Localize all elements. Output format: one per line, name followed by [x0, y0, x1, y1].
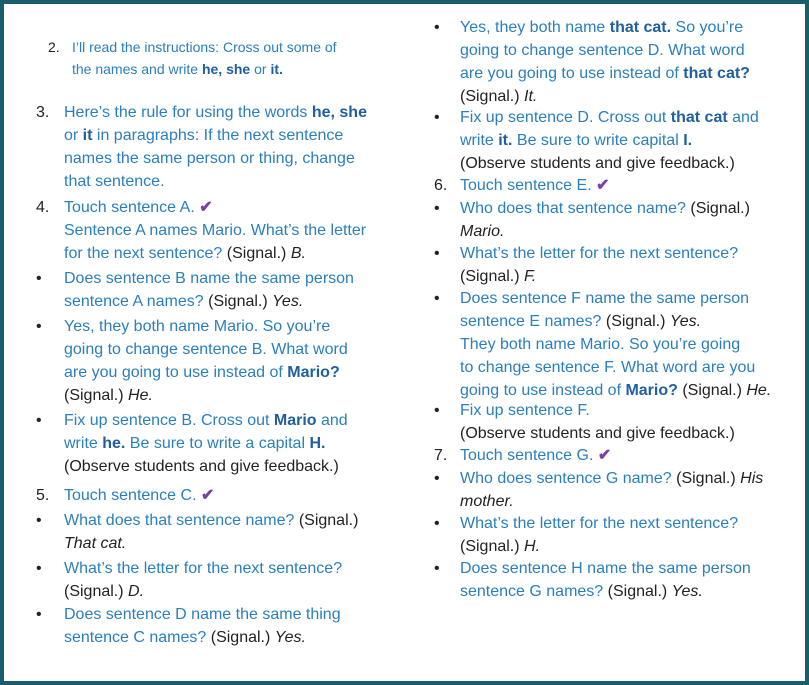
text-run: D.: [128, 583, 145, 600]
bullet-marker: •: [434, 515, 440, 532]
text-run: (Signal.): [607, 583, 672, 600]
text-run: or: [64, 127, 79, 144]
text-run: Does sentence B name the same person sentence A names?: [64, 270, 354, 310]
step-number: 4.: [36, 199, 50, 216]
instruction-text: [460, 467, 763, 513]
instruction-text: [460, 174, 610, 197]
bullet-marker: •: [36, 560, 42, 577]
text-run: I’ll read the instructions: Cross out some of the names and write: [72, 39, 337, 77]
text-run: it: [82, 127, 93, 144]
step-number: 5.: [36, 487, 50, 504]
text-run: Here’s the rule for using the words: [64, 104, 312, 121]
instruction-text: [64, 196, 366, 265]
text-run: He.: [746, 382, 772, 399]
step-number: 3.: [36, 104, 50, 121]
text-run: (Signal.): [64, 387, 124, 404]
bullet-marker: •: [36, 606, 42, 623]
text-run: F.: [524, 268, 537, 285]
instruction-text: [64, 101, 367, 193]
bullet-marker: •: [434, 109, 440, 126]
instruction-text: [64, 557, 342, 603]
instruction-text: [64, 484, 214, 507]
text-run: It.: [524, 88, 538, 105]
instruction-text: [460, 287, 771, 402]
text-run: Yes.: [671, 583, 703, 600]
text-run: (Signal.): [605, 313, 670, 330]
text-run: So you’re going to change sentence D. What word are you going to use instead of: [460, 19, 745, 82]
text-run: Be sure to write capital: [512, 132, 684, 149]
instruction-text: [460, 197, 750, 243]
text-run: (Signal.): [676, 470, 741, 487]
text-run: Does sentence D name the same thing sentence C names?: [64, 606, 341, 646]
instruction-text: [460, 557, 751, 603]
text-run: Yes.: [272, 293, 304, 310]
text-run: or: [250, 61, 271, 77]
text-run: Does sentence H name the same person sentence G names?: [460, 560, 751, 600]
text-run: They both name Mario. So you’re going to change sentence F. What word are you going to use instead of: [460, 336, 756, 399]
text-run: Sentence A names Mario. What’s the letter for the next sentence?: [64, 222, 367, 262]
text-run: (Signal.): [460, 538, 520, 555]
instruction-text: [64, 267, 354, 313]
instruction-text: [460, 444, 611, 467]
bullet-marker: •: [434, 402, 440, 419]
text-run: Mario: [273, 412, 317, 429]
text-run: I.: [683, 132, 693, 149]
text-run: Touch sentence E.: [460, 177, 597, 194]
checkmark-icon: ✔: [597, 447, 612, 464]
instruction-text: [64, 509, 358, 555]
text-run: and write: [460, 109, 759, 149]
text-run: (Observe students and give feedback.): [460, 425, 735, 442]
text-run: in paragraphs: If the next sentence names the same person or thing, change that sentence.: [64, 127, 355, 190]
instruction-text: [460, 512, 738, 558]
text-run: (Signal.): [208, 293, 273, 310]
text-run: that cat: [670, 109, 728, 126]
instruction-text: [460, 106, 759, 175]
text-run: H.: [309, 435, 326, 452]
instruction-text: [64, 409, 348, 478]
checkmark-icon: ✔: [200, 487, 215, 504]
step-number: 7.: [434, 447, 448, 464]
bullet-marker: •: [434, 19, 440, 36]
step-number: 2.: [48, 39, 60, 55]
text-run: (Observe students and give feedback.): [460, 155, 735, 172]
text-run: (Observe students and give feedback.): [64, 458, 339, 475]
text-run: Mario.: [460, 223, 505, 240]
text-run: he, she: [201, 61, 251, 77]
text-run: Yes, they both name: [460, 19, 610, 36]
text-run: Touch sentence A.: [64, 199, 200, 216]
text-run: Fix up sentence D. Cross out: [460, 109, 671, 126]
text-run: Touch sentence C.: [64, 487, 201, 504]
text-run: What’s the letter for the next sentence?: [460, 515, 739, 532]
text-run: (Signal.): [210, 629, 275, 646]
text-run: Touch sentence G.: [460, 447, 598, 464]
text-run: and write: [64, 412, 348, 452]
text-run: he, she: [311, 104, 367, 121]
bullet-marker: •: [36, 412, 42, 429]
text-run: What’s the letter for the next sentence?: [460, 245, 739, 262]
instruction-text: [460, 16, 750, 108]
bullet-marker: •: [434, 470, 440, 487]
checkmark-icon: ✔: [596, 177, 610, 194]
bullet-marker: •: [434, 245, 440, 262]
text-run: that cat?: [683, 65, 750, 82]
text-run: Yes.: [274, 629, 306, 646]
text-run: Who does sentence G name?: [460, 470, 677, 487]
text-run: B.: [290, 245, 306, 262]
text-run: He.: [128, 387, 153, 404]
bullet-marker: •: [434, 290, 440, 307]
bullet-marker: •: [434, 560, 440, 577]
text-run: That cat.: [64, 535, 127, 552]
text-run: he.: [102, 435, 126, 452]
text-run: What’s the letter for the next sentence?: [64, 560, 343, 577]
bullet-marker: •: [36, 270, 42, 287]
text-run: Fix up sentence B. Cross out: [64, 412, 274, 429]
instruction-text: [72, 36, 337, 80]
step-number: 6.: [434, 177, 448, 194]
text-run: Mario?: [625, 382, 678, 399]
text-run: that cat.: [609, 19, 672, 36]
instruction-text: [460, 399, 735, 445]
text-run: H.: [524, 538, 541, 555]
text-run: Does sentence F name the same person sentence E names?: [460, 290, 750, 330]
text-run: Be sure to write a capital: [125, 435, 310, 452]
instruction-text: [64, 315, 348, 407]
text-run: Fix up sentence F.: [460, 402, 590, 419]
text-run: it.: [270, 61, 283, 77]
text-run: Mario?: [287, 364, 340, 381]
text-run: (Signal.): [460, 268, 520, 285]
checkmark-icon: ✔: [199, 199, 213, 216]
bullet-marker: •: [36, 512, 42, 529]
text-run: What does that sentence name?: [64, 512, 299, 529]
bullet-marker: •: [36, 318, 42, 335]
text-run: (Signal.): [690, 200, 750, 217]
instruction-text: [64, 603, 341, 649]
text-run: (Signal.): [298, 512, 359, 529]
text-run: Yes, they both name Mario. So you’re going to change sentence B. What word are you going to use instead of: [64, 318, 348, 381]
bullet-marker: •: [434, 200, 440, 217]
instruction-text: [460, 242, 738, 288]
text-run: Yes.: [669, 313, 702, 330]
text-run: (Signal.): [226, 245, 291, 262]
text-run: Who does that sentence name?: [460, 200, 691, 217]
text-run: (Signal.): [64, 583, 124, 600]
text-run: His mother.: [460, 470, 764, 510]
text-run: (Signal.): [677, 382, 747, 399]
text-run: (Signal.): [460, 88, 520, 105]
text-run: it.: [498, 132, 513, 149]
